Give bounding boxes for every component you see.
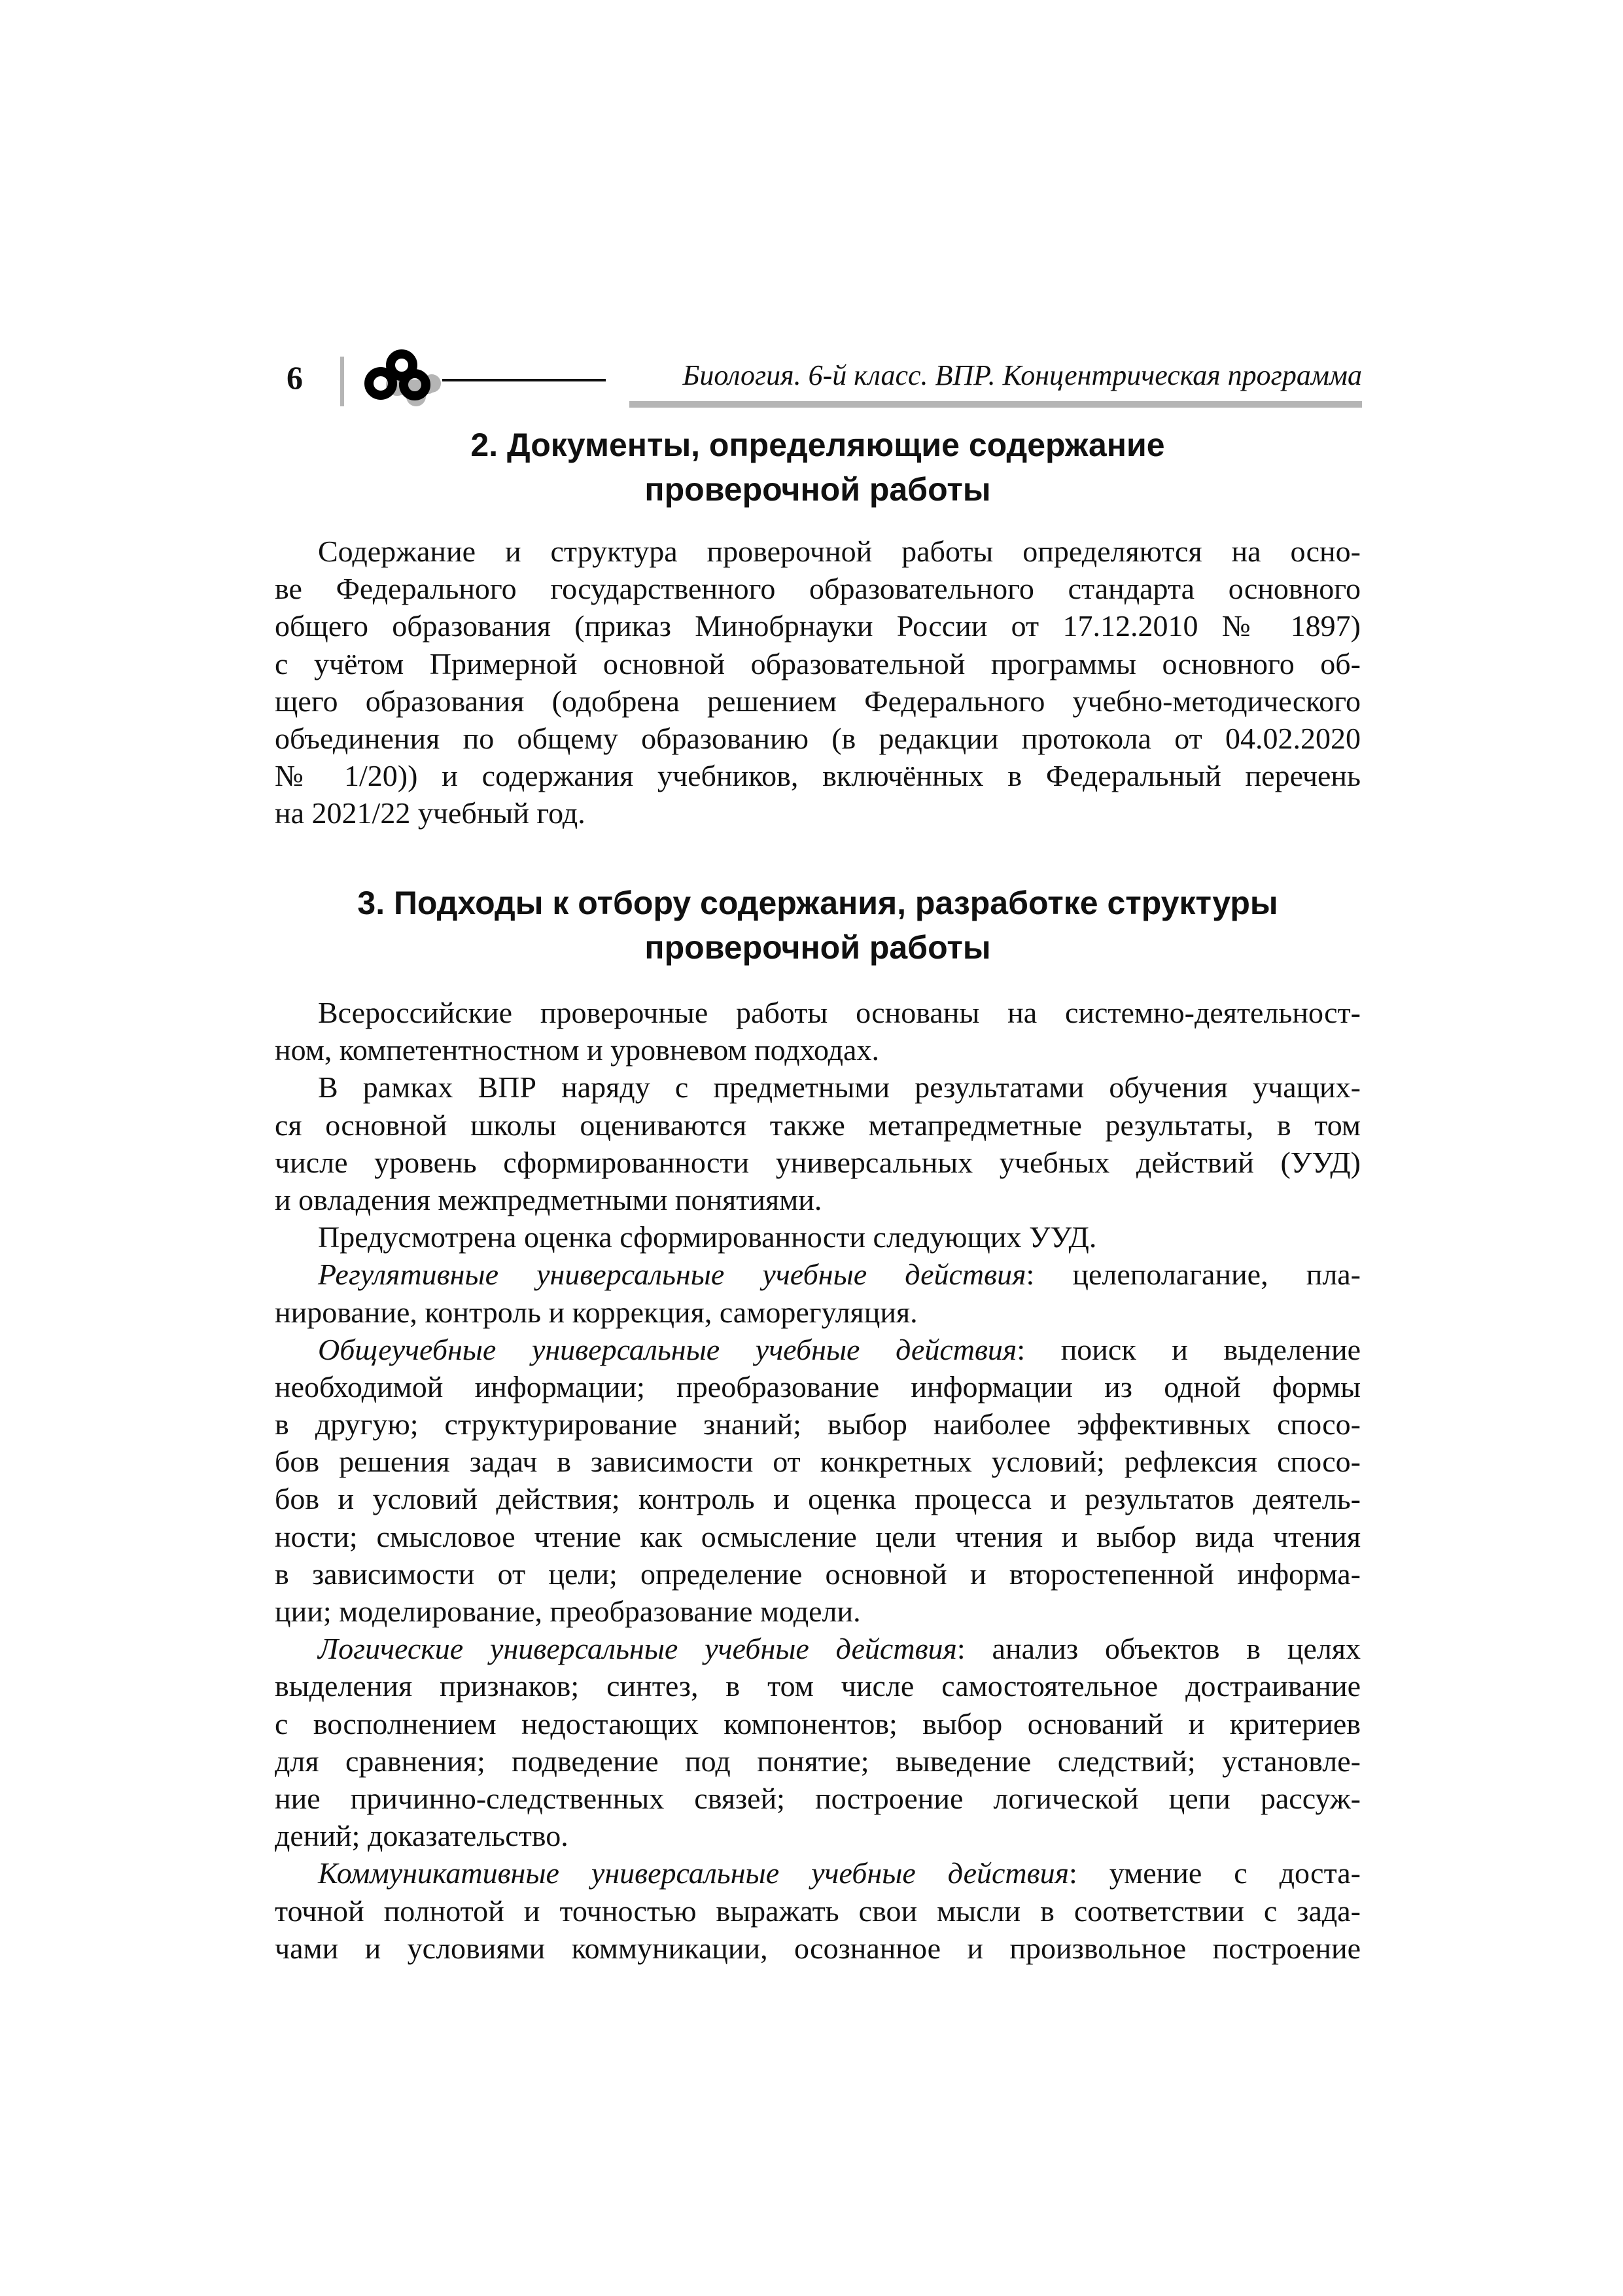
text-line (275, 794, 1361, 832)
text-line (275, 645, 1361, 682)
text-segment: чами и условиями коммуникации, осознанное и произвольное построение (275, 1931, 1361, 1965)
text-line (275, 1705, 1361, 1742)
paragraph (275, 1069, 1361, 1218)
text-segment: Всероссийские проверочные работы основаны на системно-деятельност- (318, 996, 1361, 1029)
text-segment: необходимой информации; преобразование информации из одной формы (275, 1369, 1361, 1404)
italic-term: Общеучебные универсальные учебные действия (318, 1332, 1017, 1366)
publisher-logo-icon (360, 345, 445, 411)
header-rule (629, 401, 1362, 408)
heading-line: проверочной работы (644, 471, 991, 508)
text-line (275, 1742, 1361, 1780)
section-3-body (275, 994, 1361, 1967)
paragraph (275, 1256, 1361, 1330)
text-segment: ние причинно-следственных связей; построение логической цепи рассуж- (275, 1781, 1361, 1815)
text-segment: Содержание и структура проверочной работы определяются на осно- (318, 535, 1361, 568)
italic-term: Коммуникативные универсальные учебные действия (318, 1856, 1069, 1890)
text-segment: ся основной школы оцениваются также метапредметные результаты, в том (275, 1108, 1361, 1142)
text-line (275, 1181, 1361, 1218)
text-segment: нирование, контроль и коррекция, саморегуляция. (275, 1295, 918, 1329)
paragraph (275, 533, 1361, 832)
paragraph (275, 1854, 1361, 1967)
text-segment: : поиск и выделение (1017, 1332, 1361, 1366)
text-line (275, 1106, 1361, 1144)
text-segment: дений; доказательство. (275, 1819, 568, 1853)
text-segment: : целеполагание, пла- (1026, 1258, 1361, 1292)
paragraph (275, 1331, 1361, 1631)
text-segment: : умение с доста- (1068, 1856, 1361, 1890)
header-line (442, 379, 606, 381)
text-segment: ности; смысловое чтение как осмысление цели чтения и выбор вида чтения (275, 1519, 1361, 1553)
paragraph (275, 1218, 1361, 1256)
section-3-heading (275, 881, 1361, 970)
italic-term: Логические универсальные учебные действия (318, 1632, 957, 1666)
header-divider (340, 357, 344, 406)
text-segment: в зависимости от цели; определение основной и второстепенной информа- (275, 1557, 1361, 1591)
text-line (275, 1518, 1361, 1555)
section-2-body (275, 533, 1361, 832)
paragraph (275, 1630, 1361, 1854)
text-line (275, 607, 1361, 645)
text-line (275, 1930, 1361, 1967)
text-line (275, 1144, 1361, 1181)
text-segment: в другую; структурирование знаний; выбор наиболее эффективных спосо- (275, 1407, 1361, 1441)
italic-term: Регулятивные универсальные учебные действия (318, 1258, 1026, 1292)
heading-line: 2. Документы, определяющие содержание (470, 427, 1165, 463)
text-segment: Предусмотрена оценка сформированности следующих УУД. (318, 1220, 1097, 1254)
text-line (275, 1480, 1361, 1517)
text-line (275, 570, 1361, 607)
paragraph (275, 994, 1361, 1069)
text-line (275, 720, 1361, 757)
text-line (275, 757, 1361, 794)
text-line (275, 1817, 1361, 1854)
text-segment: бов и условий действия; контроль и оценка процесса и результатов деятель- (275, 1482, 1361, 1516)
text-line (275, 1405, 1361, 1443)
text-segment: общего образования (приказ Минобрнауки России от 17.12.2010 № 1897) (275, 609, 1361, 643)
heading-line: 3. Подходы к отбору содержания, разработке структуры (357, 885, 1278, 921)
section-2-heading (275, 423, 1361, 512)
text-segment: : анализ объектов в целях (956, 1632, 1361, 1666)
text-line (275, 1294, 1361, 1331)
heading-line: проверочной работы (644, 929, 991, 966)
running-title: Биология. 6-й класс. ВПР. Концентрическая программа (682, 359, 1362, 391)
text-segment: № 1/20)) и содержания учебников, включённых в Федеральный перечень (275, 759, 1361, 793)
text-line (275, 1630, 1361, 1667)
text-line (275, 1780, 1361, 1817)
text-line (275, 533, 1361, 570)
text-segment: и овладения межпредметными понятиями. (275, 1182, 822, 1216)
text-segment: числе уровень сформированности универсальных учебных действий (УУД) (275, 1145, 1361, 1179)
text-segment: на 2021/22 учебный год. (275, 796, 585, 830)
text-segment: щего образования (одобрена решением Федерального учебно-методического (275, 684, 1361, 718)
text-line (275, 1593, 1361, 1630)
text-line (275, 1443, 1361, 1480)
text-line (275, 1256, 1361, 1293)
text-segment: В рамках ВПР наряду с предметными результатами обучения учащих- (318, 1070, 1361, 1104)
text-line (275, 994, 1361, 1031)
text-segment: с восполнением недостающих компонентов; выбор оснований и критериев (275, 1706, 1361, 1740)
text-segment: объединения по общему образованию (в редакции протокола от 04.02.2020 (275, 721, 1361, 755)
text-segment: для сравнения; подведение под понятие; выведение следствий; установле- (275, 1744, 1361, 1778)
text-segment: ве Федерального государственного образовательного стандарта основного (275, 572, 1361, 606)
page-number: 6 (287, 359, 303, 396)
text-segment: точной полнотой и точностью выражать свои мысли в соответствии с зада- (275, 1894, 1361, 1928)
text-line (275, 1892, 1361, 1930)
text-line (275, 1069, 1361, 1106)
text-segment: выделения признаков; синтез, в том числе самостоятельное достраивание (275, 1669, 1361, 1703)
text-line (275, 1555, 1361, 1593)
text-line (275, 1368, 1361, 1405)
text-line (275, 1218, 1361, 1256)
text-line (275, 1331, 1361, 1368)
text-line (275, 1031, 1361, 1069)
text-segment: ном, компетентностном и уровневом подходах. (275, 1033, 879, 1067)
text-line (275, 1667, 1361, 1704)
text-segment: ции; моделирование, преобразование модели. (275, 1595, 861, 1628)
text-line (275, 1854, 1361, 1892)
text-segment: бов решения задач в зависимости от конкретных условий; рефлексия спосо- (275, 1445, 1361, 1479)
text-segment: с учётом Примерной основной образовательной программы основного об- (275, 646, 1361, 680)
text-line (275, 682, 1361, 720)
